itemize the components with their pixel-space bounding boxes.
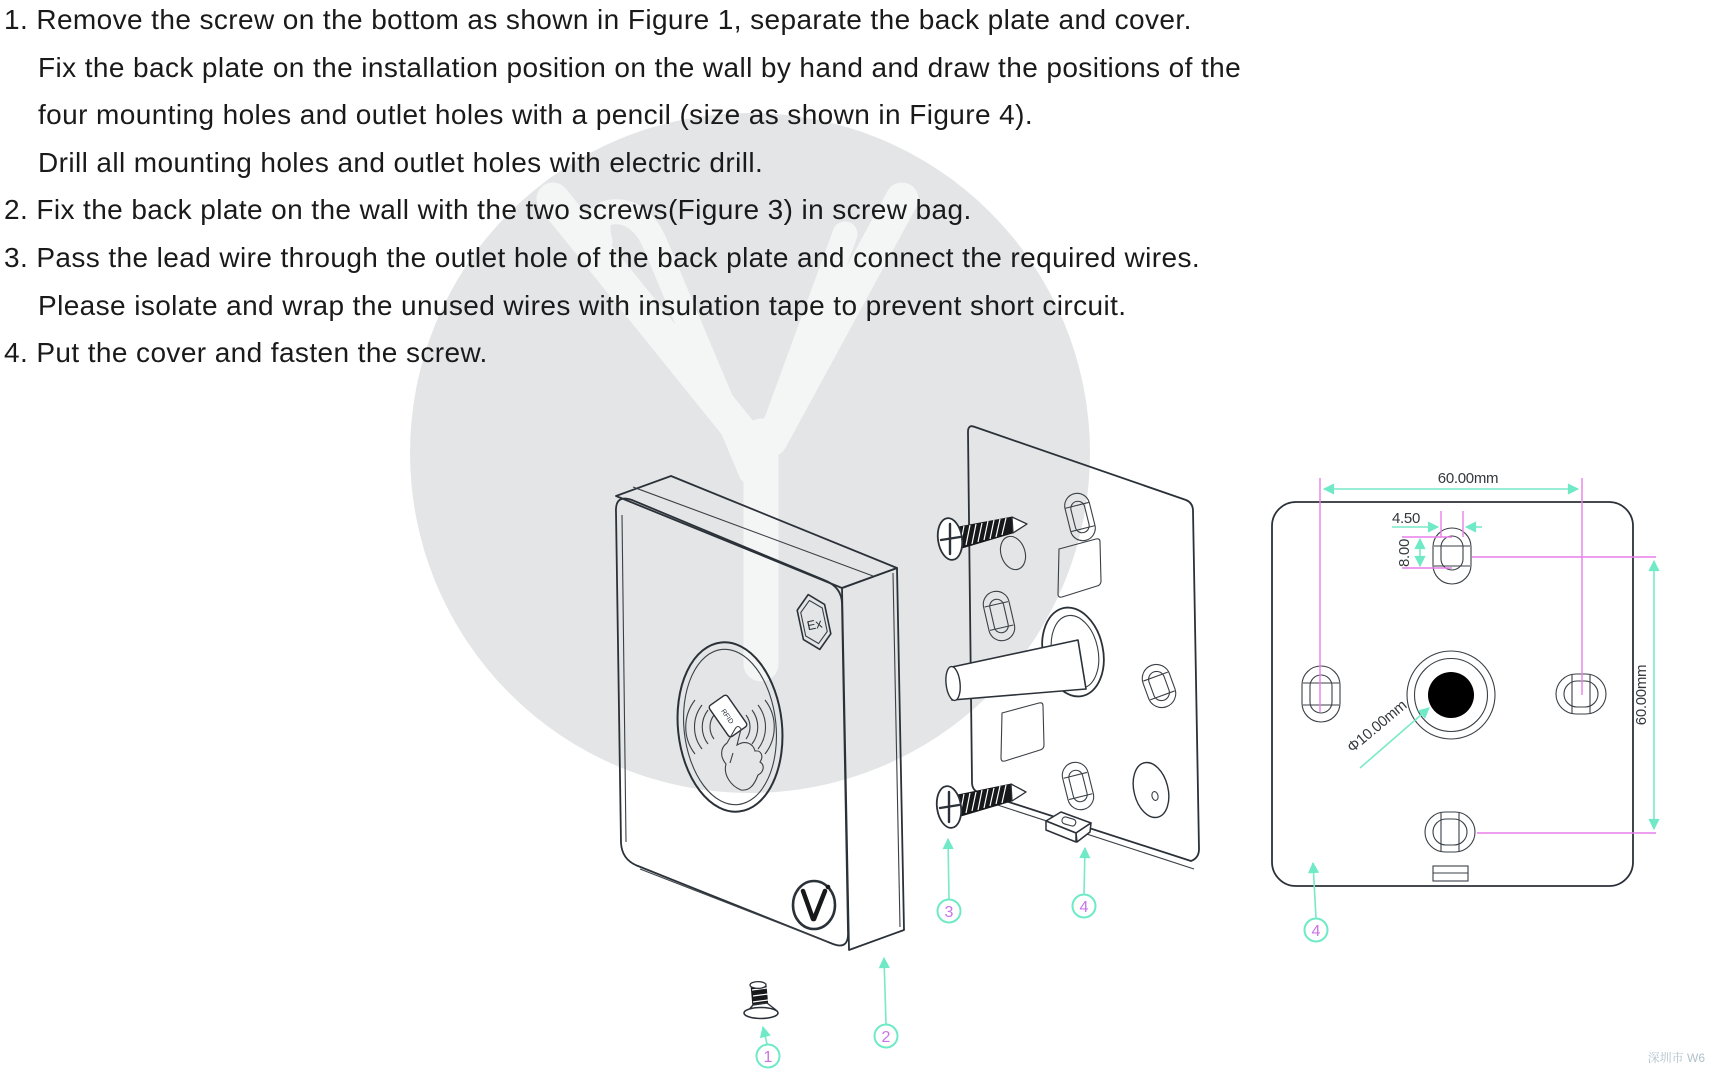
dim-slot-height: 8.00 (1396, 539, 1413, 567)
figure4-drawing (1272, 470, 1656, 942)
instruction-line-6: 3. Pass the lead wire through the outlet hole of the back plate and connect the required wires. (4, 241, 1201, 273)
brand-badge-icon (793, 881, 835, 929)
instruction-line-3: four mounting holes and outlet holes with a pencil (size as shown in Figure 4). (38, 99, 1034, 131)
callout-2-label: 2 (881, 1029, 891, 1046)
callout-1-label: 1 (763, 1049, 773, 1066)
plate-knockout-disc (1128, 759, 1175, 822)
dim-slot-width: 4.50 (1392, 510, 1420, 527)
dim-outlet-diameter: Φ10.00mm (1344, 696, 1411, 757)
dim-height-right: 60.00mm (1633, 664, 1650, 726)
page-mark: 深圳市 W6 (1647, 1051, 1705, 1065)
plate-hole-right (1138, 661, 1179, 712)
ex-mark-label: Ex (805, 615, 824, 634)
callout-3-label: 3 (944, 904, 954, 921)
instruction-line-2: Fix the back plate on the installation position on the wall by hand and draw the positions of the (38, 51, 1242, 83)
instruction-line-8: 4. Put the cover and fasten the screw. (4, 337, 488, 369)
wall-screw-bottom (934, 784, 1026, 829)
dim-width-top: 60.00mm (1437, 470, 1499, 487)
instruction-line-7: Please isolate and wrap the unused wires with insulation tape to prevent short circuit. (38, 289, 1127, 321)
plate-square-cutout-bottom (1001, 703, 1044, 761)
callout-4-label: 4 (1079, 899, 1089, 916)
instruction-line-4: Drill all mounting holes and outlet holes with electric drill. (38, 146, 764, 178)
card-label: RFID (719, 708, 735, 726)
installation-instructions (4, 0, 1241, 377)
instruction-line-1: 1. Remove the screw on the bottom as shown in Figure 1, separate the back plate and cover. (4, 4, 1192, 35)
wire-clamp-drawing (1046, 812, 1091, 842)
callouts (757, 839, 1096, 1068)
cover-screw-drawing (744, 982, 778, 1019)
plate-hole-bottom (1060, 760, 1097, 813)
figure4-callout-label: 4 (1311, 923, 1321, 940)
instruction-line-5: 2. Fix the back plate on the wall with the two screws(Figure 3) in screw bag. (4, 194, 972, 226)
